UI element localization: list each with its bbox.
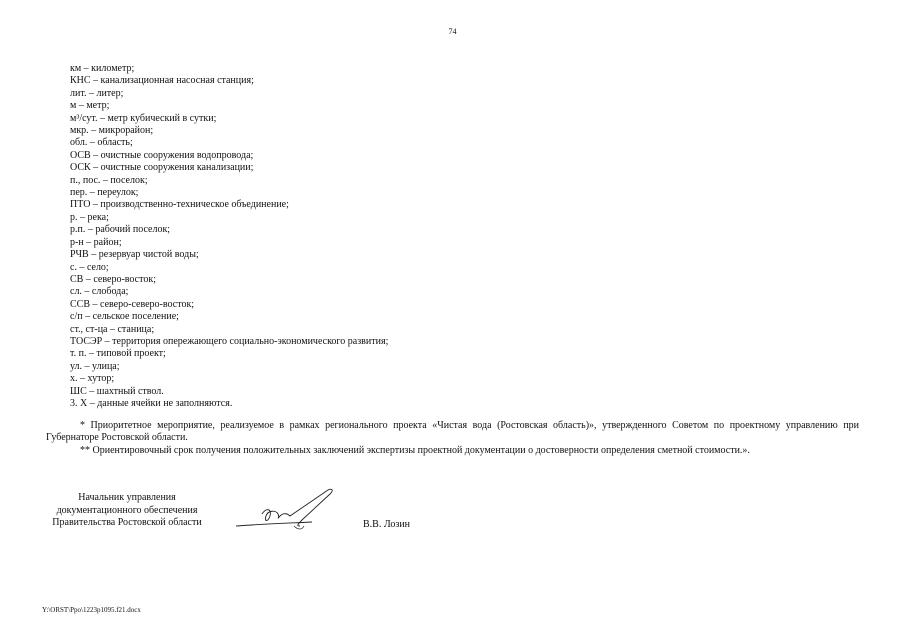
footnote-expertise-term: ** Ориентировочный срок получения положительных заключений экспертизы проектной документации о достоверности определения сметной стоимости.». [80,444,750,456]
abbreviation-item: 3. Х – данные ячейки не заполняются. [70,397,233,409]
abbreviation-item: ТОСЭР – территория опережающего социально-экономического развития; [70,335,389,347]
abbreviation-item: СВ – северо-восток; [70,273,156,285]
signatory-title-line-3: Правительства Ростовской области [52,517,202,529]
abbreviation-item: м³/сут. – метр кубический в сутки; [70,112,217,124]
abbreviation-item: РЧВ – резервуар чистой воды; [70,249,199,261]
signatory-title-line-2: документационного обеспечения [56,504,198,516]
abbreviation-item: сл. – слобода; [70,286,129,298]
abbreviation-item: м – метр; [70,100,110,112]
abbreviation-item: ШС – шахтный ствол. [70,385,164,397]
abbreviation-item: р-н – район; [70,236,122,248]
abbreviation-item: р.п. – рабочий поселок; [70,224,171,236]
signatory-name: В.В. Лозин [363,519,411,530]
abbreviation-item: ПТО – производственно-техническое объединение; [70,199,289,211]
file-path: Y:\ORST\Ppo\1223p1095.f21.docx [42,606,141,614]
abbreviation-item: ст., ст-ца – станица; [70,323,155,335]
abbreviation-item: пер. – переулок; [70,187,139,199]
abbreviation-item: с. – село; [70,261,109,273]
signatory-title-line-1: Начальник управления [78,492,176,503]
abbreviation-item: ОСК – очистные сооружения канализации; [70,162,254,174]
abbreviations-list [70,63,770,410]
abbreviation-item: т. п. – типовой проект; [70,348,166,360]
signature-block [42,492,212,530]
abbreviation-item: ССВ – северо-северо-восток; [70,298,195,310]
handwritten-signature [232,486,340,536]
abbreviation-item: обл. – область; [70,137,133,149]
abbreviation-item: х. – хутор; [70,373,115,385]
abbreviation-item: км – километр; [70,63,135,74]
abbreviation-item: мкр. – микрорайон; [70,125,154,137]
abbreviation-item: ОСВ – очистные сооружения водопровода; [70,149,254,161]
page-number: 74 [448,27,457,36]
abbreviation-item: лит. – литер; [70,87,124,99]
footnote-priority: * Приоритетное мероприятие, реализуемое в рамках регионального проекта «Чистая вода (Ростовская область)», утвержденного Советом по проектному управлению при Губернаторе Ростовской области. [46,420,859,444]
abbreviation-item: ул. – улица; [70,360,120,372]
footnotes [46,420,859,457]
abbreviation-item: п., пос. – поселок; [70,174,148,186]
abbreviation-item: КНС – канализационная насосная станция; [70,75,254,87]
abbreviation-item: р. – река; [70,211,109,223]
abbreviation-item: с/п – сельское поселение; [70,311,179,323]
